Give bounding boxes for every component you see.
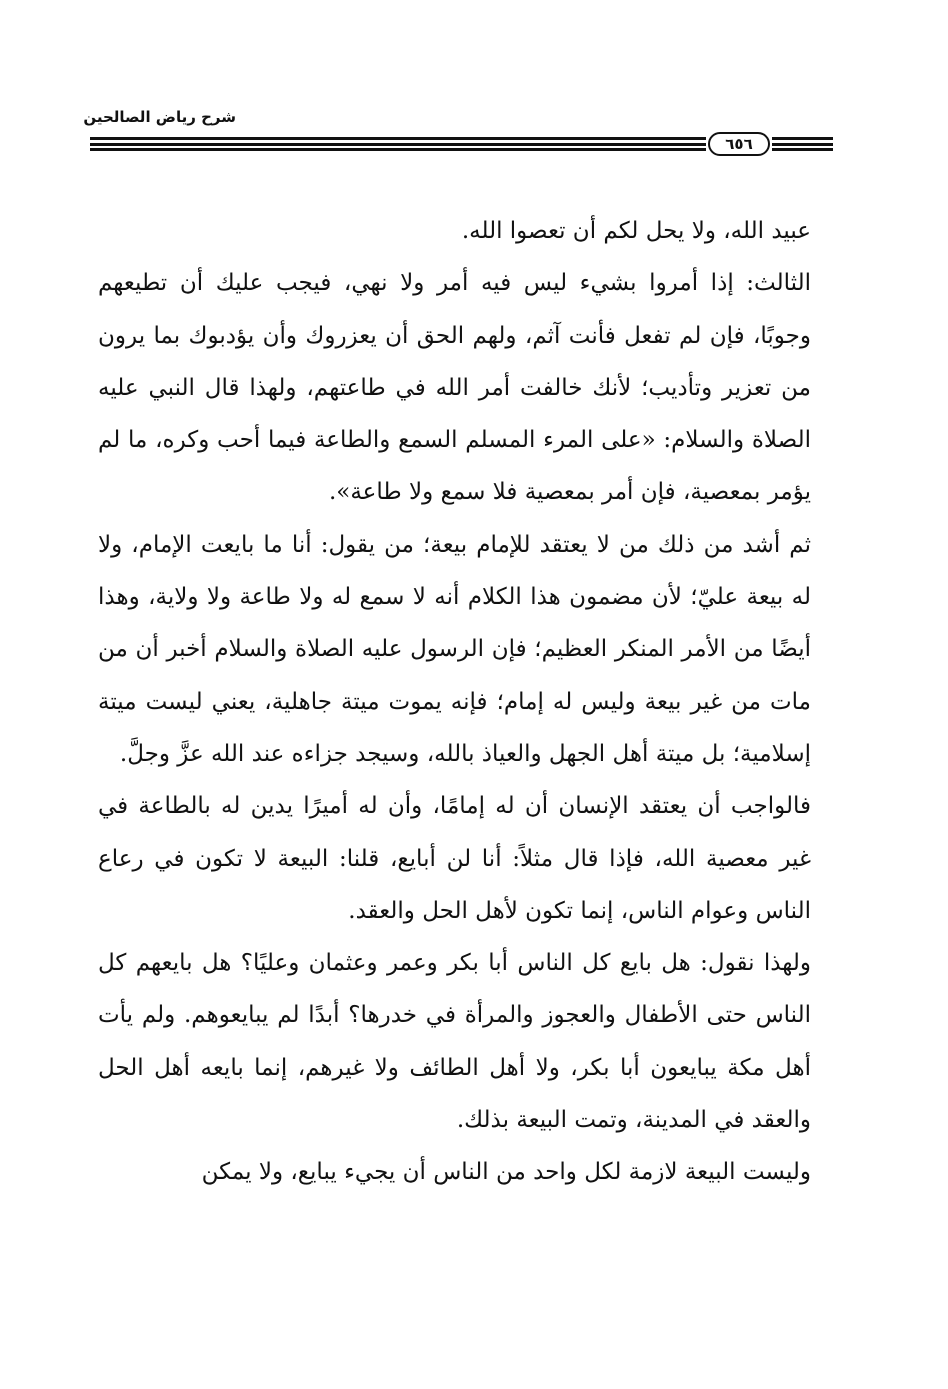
- paragraph: عبيد الله، ولا يحل لكم أن تعصوا الله.: [461, 218, 811, 244]
- body-text: [98, 205, 811, 1199]
- running-title: شرح رياض الصالحين: [83, 108, 236, 126]
- paragraph: ثم أشد من ذلك من لا يعتقد للإمام بيعة؛ من يقول: أنا ما بايعت الإمام، ولا له بيعة عليّ؛ لأن مضمون هذا الكلام أنه لا سمع له ولا طاعة ولا ولاية، وهذا أيضًا من الأمر المنكر العظيم؛ فإن الرسول عليه الصلاة والسلام أخبر أن من مات من غير بيعة وليس له إمام؛ فإنه يموت ميتة جاهلية، يعني ليست ميتة إسلامية؛ بل ميتة أهل الجهل والعياذ بالله، وسيجد جزاءه عند الله عزَّ وجلَّ.: [98, 531, 811, 767]
- paragraph: الثالث: إذا أمروا بشيء ليس فيه أمر ولا نهي، فيجب عليك أن تطيعهم وجوبًا، فإن لم تفعل فأنت آثم، ولهم الحق أن يعزروك وأن يؤدبوك بما يرون من تعزير وتأديب؛ لأنك خالفت أمر الله في طاعتهم، ولهذا قال النبي عليه الصلاة والسلام: «على المرء المسلم السمع والطاعة فيما أحب وكره، ما لم يؤمر بمعصية، فإن أمر بمعصية فلا سمع ولا طاعة».: [98, 270, 811, 506]
- page-number: ٦٥٦: [708, 132, 770, 156]
- paragraph: فالواجب أن يعتقد الإنسان أن له إمامًا، وأن له أميرًا يدين له بالطاعة في غير معصية الله، فإذا قال مثلاً: أنا لن أبايع، قلنا: البيعة لا تكون في رعاع الناس وعوام الناس، إنما تكون لأهل الحل والعقد.: [98, 793, 811, 924]
- paragraph: ولهذا نقول: هل بايع كل الناس أبا بكر وعمر وعثمان وعليًا؟ هل بايعهم كل الناس حتى الأطفال والعجوز والمرأة في خدرها؟ أبدًا لم يبايعوهم. ولم يأت أهل مكة يبايعون أبا بكر، ولا أهل الطائف ولا غيرهم، إنما بايعه أهل الحل والعقد في المدينة، وتمت البيعة بذلك.: [98, 950, 811, 1134]
- header-rule-right: [772, 137, 833, 151]
- header-rule-left: [90, 137, 706, 151]
- paragraph: وليست البيعة لازمة لكل واحد من الناس أن يجيء يبايع، ولا يمكن: [201, 1159, 811, 1186]
